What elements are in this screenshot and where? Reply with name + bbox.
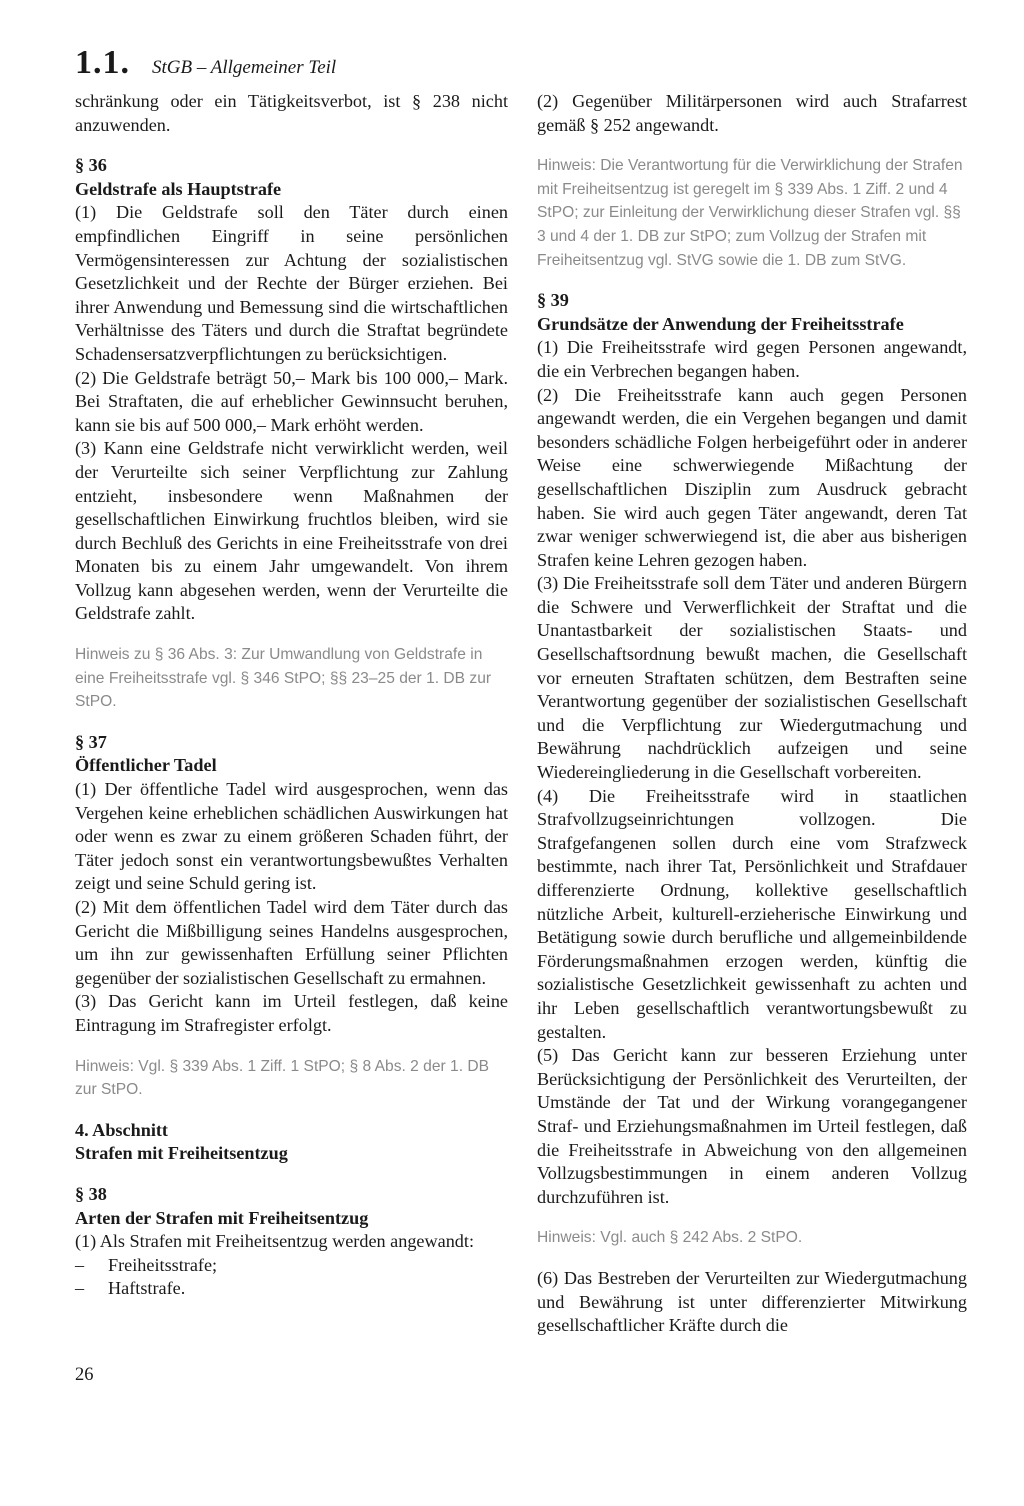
- paragraph: (6) Das Bestreben der Verurteilten zur Wiedergutmachung und Bewährung ist unter differenzierter Mitwirkung gesellschaftlicher Kräfte durch die: [537, 1267, 967, 1336]
- list-item: [75, 1277, 508, 1301]
- running-header: [75, 44, 336, 84]
- left-column: [75, 90, 508, 1301]
- section-number-39: § 39: [537, 290, 569, 311]
- note-37: Hinweis: Vgl. § 339 Abs. 1 Ziff. 1 StPO; § 8 Abs. 2 der 1. DB zur StPO.: [75, 1057, 490, 1099]
- section-title-37: Öffentlicher Tadel: [75, 755, 217, 776]
- note-39: Hinweis: Vgl. auch § 242 Abs. 2 StPO.: [537, 1229, 803, 1247]
- paragraph: (1) Die Geldstrafe soll den Täter durch einen empfindlichen Eingriff in seine persönlichen Vermögensinteressen zur Achtung der sozialistischen Gesetzlichkeit und der Rechte der Bürger erziehen. Bei ihrer Anwendung und Bemessung sind die wirtschaftlichen Verhältnisse des Täters und durch die Straftat begründete Schadensersatzverpflichtungen zu berücksichtigen.: [75, 202, 508, 364]
- paragraph: (5) Das Gericht kann zur besseren Erziehung unter Berücksichtigung der Persönlichkeit des Verurteilten, der Umstände der Tat und der Wirkung vorangegangener Straf- und Erziehungsmaßnahmen im Urteil festlegen, daß die Freiheitsstrafe in Abweichung von den allgemeinen Vollzugsbestimmungen in einem anderen Vollzug durchzuführen ist.: [537, 1045, 967, 1207]
- note-38: Hinweis: Die Verantwortung für die Verwirklichung der Strafen mit Freiheitsentzug ist geregelt im § 339 Abs. 1 Ziff. 2 und 4 StPO; zur Einleitung der Verwirklichung dieser Strafen vgl. §§ 3 und 4 der 1. DB zur StPO; zum Vollzug der Strafen mit Freiheitsentzug vgl. StVG sowie die 1. DB zum StVG.: [537, 157, 963, 269]
- paragraph: (2) Gegenüber Militärpersonen wird auch Strafarrest gemäß § 252 angewandt.: [537, 91, 967, 135]
- section-number-37: § 37: [75, 731, 107, 752]
- running-title: StGB – Allgemeiner Teil: [152, 57, 337, 78]
- list-item-text: Haftstrafe.: [108, 1278, 186, 1299]
- section-number-36: § 36: [75, 155, 107, 176]
- chapter-number: 1.1.: [75, 44, 130, 81]
- paragraph: (4) Die Freiheitsstrafe wird in staatlichen Strafvollzugseinrichtungen vollzogen. Die Strafgefangenen sollen durch eine vom Strafzweck bestimmte, nach ihrer Tat, Persönlichkeit und Strafdauer differenzierte Ordnung, kollektive gesellschaftlich nützliche Arbeit, kulturell-erzieherische Einwirkung und Betätigung sowie durch berufliche und allgemeinbildende Förderungsmaßnahmen erzogen werden, künftig die sozialistische Gesetzlichkeit gewissenhaft zu achten und ihr Leben gesellschaftlich verantwortungsbewußt zu gestalten.: [537, 785, 967, 1042]
- section-title-38: Arten der Strafen mit Freiheitsentzug: [75, 1207, 369, 1228]
- paragraph: (2) Die Freiheitsstrafe kann auch gegen Personen angewandt werden, die ein Vergehen begangen und damit besonders schädliche Folgen herbeigeführt oder in anderer Weise eine schwerwiegende Mißachtung der gesellschaftlichen Disziplin zum Ausdruck gebracht haben. Sie wird auch gegen Täter angewandt, deren Tat zwar weniger schwerwiegend ist, die aber aus bisherigen Strafen keine Lehren gezogen haben.: [537, 384, 967, 570]
- dash-bullet: –: [75, 1254, 85, 1275]
- section-title-39: Grundsätze der Anwendung der Freiheitsstrafe: [537, 313, 904, 334]
- section-number-38: § 38: [75, 1183, 107, 1204]
- paragraph: (3) Das Gericht kann im Urteil festlegen, daß keine Eintragung im Strafregister erfolgt.: [75, 991, 508, 1035]
- list-item: [75, 1254, 508, 1278]
- continued-paragraph: schränkung oder ein Tätigkeitsverbot, ist § 238 nicht anzuwenden.: [75, 91, 508, 135]
- paragraph: (2) Mit dem öffentlichen Tadel wird dem Täter durch das Gericht die Mißbilligung seines Handelns ausgesprochen, um ihn zur gewissenhaften Erfüllung seiner Pflichten gegenüber der sozialistischen Gesellschaft zu ermahnen.: [75, 897, 508, 988]
- paragraph: (3) Kann eine Geldstrafe nicht verwirklicht werden, weil der Verurteilte sich seiner Verpflichtung zur Zahlung entzieht, insbesondere wenn Maßnahmen der gesellschaftlichen Einwirkung fruchtlos bleiben, wird sie durch Bechluß des Gerichts in eine Freiheitsstrafe von drei Monaten bis zu einem Jahr umgewandelt. Von ihrem Vollzug kann abgesehen werden, wenn der Verurteilte die Geldstrafe zahlt.: [75, 438, 508, 624]
- section-title-36: Geldstrafe als Hauptstrafe: [75, 178, 282, 199]
- paragraph: (2) Die Geldstrafe beträgt 50,– Mark bis 100 000,– Mark. Bei Straftaten, die auf erheblicher Gewinnsucht beruhen, kann sie bis auf 500 000,– Mark erhöht werden.: [75, 367, 508, 435]
- dash-bullet: –: [75, 1278, 85, 1299]
- paragraph: (1) Der öffentliche Tadel wird ausgesprochen, wenn das Vergehen keine erheblichen schädlichen Auswirkungen hat oder wenn es zwar zu einem größeren Schaden führt, der Täter jedoch sonst ein verantwortungsbewußtes Verhalten zeigt und seine Schuld gering ist.: [75, 779, 508, 894]
- list-item-text: Freiheitsstrafe;: [108, 1254, 218, 1275]
- paragraph: (1) Die Freiheitsstrafe wird gegen Personen angewandt, die ein Verbrechen begangen haben.: [537, 337, 967, 381]
- chapter-section-title: Strafen mit Freiheitsentzug: [75, 1143, 288, 1164]
- paragraph: (3) Die Freiheitsstrafe soll dem Täter und anderen Bürgern die Schwere und Verwerflichkeit der Straftat und die Unantastbarkeit der sozialistischen Staats- und Gesellschaftsordnung bewußt machen, die Gesellschaft vor erneuten Straftaten schützen, dem Bestraften seine Verantwortung gegenüber der sozialistischen Gesellschaft und die Verpflichtung zur Wiedergutmachung und Bewährung nachdrücklich aufzeigen und seine Wiedereingliederung in die Gesellschaft vorbereiten.: [537, 573, 967, 783]
- page-number: 26: [75, 1365, 94, 1385]
- chapter-section-number: 4. Abschnitt: [75, 1119, 168, 1140]
- note-36: Hinweis zu § 36 Abs. 3: Zur Umwandlung von Geldstrafe in eine Freiheitsstrafe vgl. § 346 StPO; §§ 23–25 der 1. DB zur StPO.: [75, 646, 492, 711]
- right-column: [537, 90, 967, 1338]
- paragraph: (1) Als Strafen mit Freiheitsentzug werden angewandt:: [75, 1231, 475, 1252]
